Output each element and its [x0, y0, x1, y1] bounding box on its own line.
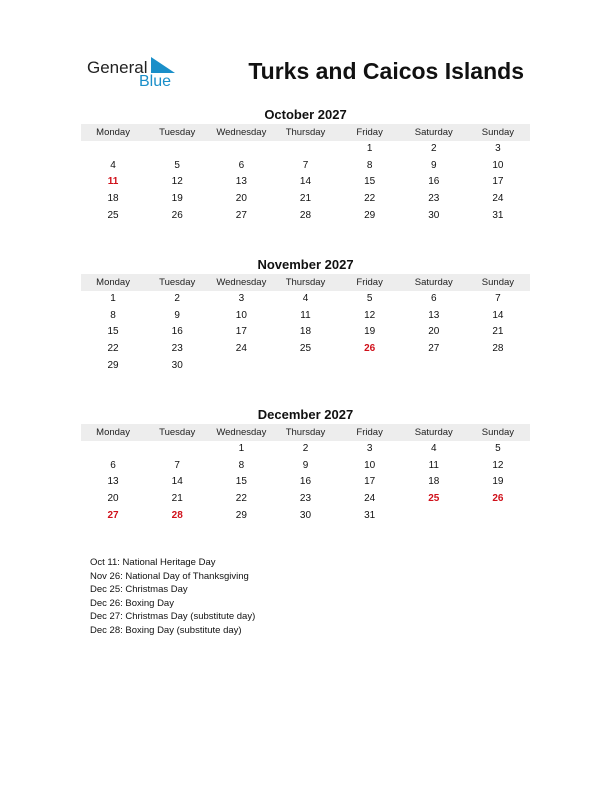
holiday-note: Dec 26: Boxing Day	[90, 597, 174, 609]
day-cell: 23	[428, 193, 440, 205]
week-row	[81, 341, 530, 358]
day-cell: 1	[110, 293, 116, 304]
day-cell: 28	[171, 509, 183, 521]
weekday-label: Friday	[356, 427, 383, 438]
day-cell: 17	[492, 176, 504, 188]
week-row	[81, 508, 530, 525]
week-row	[81, 324, 530, 341]
weekday-label: Monday	[96, 127, 130, 138]
month-december	[81, 406, 530, 524]
month-title: October 2027	[264, 107, 347, 122]
empty-day-cell	[466, 508, 530, 525]
week-row	[81, 358, 530, 375]
day-cell: 22	[235, 493, 247, 505]
day-cell: 9	[302, 459, 309, 471]
brand-logo	[87, 56, 197, 96]
day-cell: 16	[428, 176, 440, 188]
day-cell: 4	[302, 293, 309, 304]
day-cell: 19	[364, 326, 376, 338]
day-cell: 27	[235, 209, 247, 221]
day-cell: 13	[428, 309, 440, 321]
weekday-label: Wednesday	[216, 127, 267, 138]
week-row	[81, 291, 530, 308]
day-cell: 24	[364, 493, 376, 505]
day-cell: 7	[495, 293, 501, 304]
day-cell: 26	[364, 343, 376, 355]
week-row	[81, 491, 530, 508]
day-cell: 3	[366, 443, 373, 454]
day-cell: 25	[428, 493, 440, 505]
day-cell: 16	[299, 476, 312, 488]
day-cell: 2	[302, 443, 309, 454]
day-cell: 30	[299, 509, 312, 521]
weekday-label: Wednesday	[216, 427, 267, 438]
week-row	[81, 308, 530, 325]
week-row	[81, 208, 530, 225]
month-november	[81, 256, 530, 374]
day-cell: 18	[107, 193, 119, 205]
day-cell: 6	[238, 159, 245, 171]
empty-day-cell	[81, 441, 145, 458]
day-cell: 6	[430, 293, 437, 304]
empty-day-cell	[145, 141, 209, 158]
weekday-label: Monday	[96, 277, 130, 288]
day-cell: 8	[238, 459, 245, 471]
page-title: Turks and Caicos Islands	[248, 58, 524, 84]
day-cell: 15	[235, 476, 247, 488]
holiday-notes	[90, 556, 255, 637]
weekday-label: Tuesday	[159, 277, 196, 288]
day-cell: 28	[492, 343, 504, 355]
day-cell: 20	[107, 493, 119, 505]
weekday-label: Thursday	[285, 277, 326, 288]
day-cell: 6	[110, 459, 116, 471]
day-cell: 11	[107, 176, 119, 188]
day-cell: 5	[366, 293, 373, 304]
weekday-header	[81, 274, 530, 291]
day-cell: 8	[110, 309, 116, 321]
day-cell: 11	[428, 459, 439, 471]
day-cell: 25	[107, 209, 119, 221]
day-cell: 13	[235, 176, 247, 188]
day-cell: 15	[364, 176, 376, 188]
week-row	[81, 441, 530, 458]
week-row	[81, 458, 530, 475]
day-cell: 27	[107, 509, 119, 521]
day-cell: 22	[107, 343, 119, 355]
holiday-note: Dec 28: Boxing Day (substitute day)	[90, 624, 242, 636]
logo-triangle-icon	[151, 57, 179, 73]
day-cell: 27	[428, 343, 440, 355]
holiday-note: Dec 25: Christmas Day	[90, 584, 188, 595]
week-row	[81, 141, 530, 158]
day-cell: 14	[492, 309, 504, 321]
day-cell: 4	[430, 443, 437, 454]
day-cell: 19	[492, 476, 504, 488]
weekday-label: Saturday	[414, 277, 453, 288]
day-cell: 30	[428, 209, 440, 221]
day-cell: 12	[492, 459, 504, 471]
day-cell: 25	[299, 343, 312, 355]
logo-text-blue: Blue	[139, 73, 172, 90]
day-cell: 7	[174, 459, 180, 471]
empty-day-cell	[338, 358, 402, 375]
weekday-header	[81, 124, 530, 141]
day-cell: 17	[235, 326, 247, 338]
day-cell: 12	[364, 309, 376, 321]
logo-text-general: General	[87, 58, 148, 77]
empty-day-cell	[402, 358, 466, 375]
weekday-label: Thursday	[285, 127, 326, 138]
day-cell: 14	[299, 176, 312, 188]
day-cell: 10	[492, 159, 504, 171]
week-row	[81, 474, 530, 491]
day-cell: 24	[235, 343, 247, 355]
day-cell: 29	[107, 359, 119, 371]
day-cell: 16	[171, 326, 183, 338]
day-cell: 28	[299, 209, 312, 221]
weekday-label: Friday	[356, 277, 383, 288]
day-cell: 19	[171, 193, 183, 205]
empty-day-cell	[402, 508, 466, 525]
day-cell: 8	[366, 159, 373, 171]
day-cell: 20	[428, 326, 440, 338]
day-cell: 18	[428, 476, 440, 488]
empty-day-cell	[81, 141, 145, 158]
empty-day-cell	[209, 358, 273, 375]
weekday-label: Tuesday	[159, 427, 196, 438]
day-cell: 10	[235, 309, 247, 321]
day-cell: 18	[299, 326, 312, 338]
weekday-label: Sunday	[481, 127, 515, 138]
day-cell: 21	[171, 493, 183, 505]
day-cell: 23	[171, 343, 183, 355]
day-cell: 12	[171, 176, 183, 188]
weekday-label: Saturday	[414, 427, 453, 438]
day-cell: 14	[171, 476, 183, 488]
empty-day-cell	[145, 441, 209, 458]
day-cell: 1	[238, 443, 245, 454]
day-cell: 10	[364, 459, 376, 471]
day-cell: 15	[107, 326, 119, 338]
day-cell: 26	[171, 209, 183, 221]
weekday-label: Saturday	[414, 127, 453, 138]
empty-day-cell	[209, 141, 273, 158]
weekday-header	[81, 424, 530, 441]
day-cell: 23	[299, 493, 312, 505]
weekday-label: Wednesday	[216, 277, 267, 288]
day-cell: 5	[174, 159, 180, 171]
day-cell: 31	[364, 509, 376, 521]
weekday-label: Friday	[356, 127, 383, 138]
weekday-label: Thursday	[285, 427, 326, 438]
day-cell: 29	[235, 509, 247, 521]
month-title: November 2027	[257, 257, 354, 272]
weekday-label: Sunday	[481, 427, 515, 438]
weekday-label: Sunday	[481, 277, 515, 288]
day-cell: 1	[366, 143, 373, 154]
day-cell: 24	[492, 193, 504, 205]
day-cell: 20	[235, 193, 247, 205]
day-cell: 11	[300, 309, 311, 321]
day-cell: 29	[364, 209, 376, 221]
empty-day-cell	[466, 358, 530, 375]
day-cell: 13	[107, 476, 119, 488]
day-cell: 9	[430, 159, 437, 171]
day-cell: 17	[364, 476, 376, 488]
day-cell: 9	[174, 309, 180, 321]
month-title: December 2027	[257, 407, 354, 422]
day-cell: 21	[492, 326, 504, 338]
holiday-note: Oct 11: National Heritage Day	[90, 557, 216, 568]
day-cell: 26	[492, 493, 504, 505]
day-cell: 2	[430, 143, 437, 154]
week-row	[81, 191, 530, 208]
holiday-note: Nov 26: National Day of Thanksgiving	[90, 570, 249, 582]
month-october	[81, 106, 530, 224]
empty-day-cell	[273, 141, 337, 158]
day-cell: 2	[174, 293, 180, 304]
weekday-label: Monday	[96, 427, 130, 438]
empty-day-cell	[273, 358, 337, 375]
day-cell: 5	[495, 443, 501, 454]
day-cell: 3	[238, 293, 245, 304]
holiday-note: Dec 27: Christmas Day (substitute day)	[90, 611, 256, 622]
day-cell: 3	[495, 143, 501, 154]
week-row	[81, 174, 530, 191]
day-cell: 4	[110, 159, 116, 171]
day-cell: 30	[171, 359, 183, 371]
day-cell: 7	[302, 159, 309, 171]
weekday-label: Tuesday	[159, 127, 196, 138]
day-cell: 22	[364, 193, 376, 205]
day-cell: 21	[299, 193, 312, 205]
day-cell: 31	[492, 209, 504, 221]
week-row	[81, 158, 530, 175]
